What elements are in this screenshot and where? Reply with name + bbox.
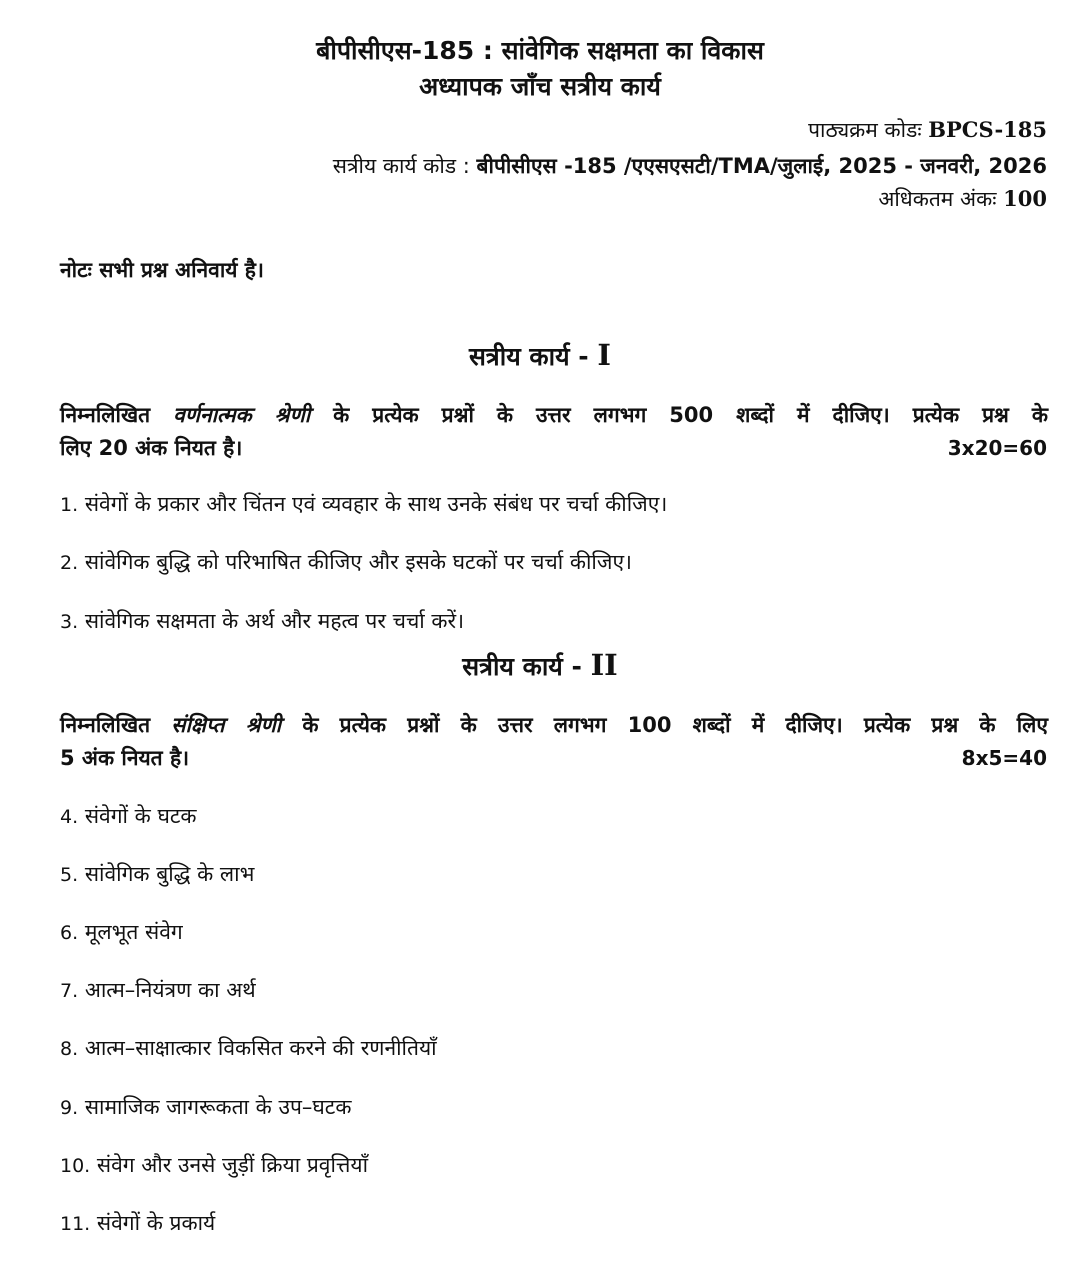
course-code-label: पाठ्यक्रम कोडः xyxy=(808,118,922,142)
section-1-instruction-line2: लिए 20 अंक नियत है। xyxy=(60,436,243,460)
section-2-instruction-post: के प्रत्येक प्रश्नों के उत्तर लगभग 100 शब्दों में दीजिए। प्रत्येक प्रश्न के लिए xyxy=(302,713,1049,737)
question-number: 6. xyxy=(60,922,79,944)
question-number: 10. xyxy=(60,1155,91,1177)
question-text: आत्म–नियंत्रण का अर्थ xyxy=(84,978,256,1002)
assignment-code: बीपीसीएस -185 /एएसएसटी/TMA/जुलाई, 2025 - जनवरी, 2026 xyxy=(476,154,1047,178)
question-text: सांवेगिक बुद्धि को परिभाषित कीजिए और इसके घटकों पर चर्चा कीजिए। xyxy=(84,550,633,574)
max-marks: 100 xyxy=(1003,186,1047,211)
question-6 xyxy=(60,918,183,946)
question-10 xyxy=(60,1151,368,1179)
question-text: संवेगों के प्रकार्य xyxy=(96,1211,216,1235)
question-3 xyxy=(60,607,464,635)
question-9 xyxy=(60,1093,352,1121)
question-number: 1. xyxy=(60,494,79,516)
question-2 xyxy=(60,548,632,576)
course-code: BPCS-185 xyxy=(928,117,1047,142)
section-2-instruction-emphasis: संक्षिप्त श्रेणी xyxy=(171,713,282,737)
max-marks-line xyxy=(878,185,1047,213)
note: नोटः सभी प्रश्न अनिवार्य है। xyxy=(60,258,264,282)
assignment-code-line xyxy=(333,152,1047,180)
question-text: आत्म–साक्षात्कार विकसित करने की रणनीतियाँ xyxy=(84,1036,437,1060)
question-number: 4. xyxy=(60,806,79,828)
question-number: 7. xyxy=(60,980,79,1002)
question-text: सामाजिक जागरूकता के उप–घटक xyxy=(84,1095,352,1119)
section-2-marks: 8x5=40 xyxy=(961,746,1047,770)
question-text: संवेगों के प्रकार और चिंतन एवं व्यवहार के साथ उनके संबंध पर चर्चा कीजिए। xyxy=(84,492,668,516)
section-2-instruction-line2: 5 अंक नियत है। xyxy=(60,746,190,770)
section-1-heading xyxy=(0,338,1080,373)
question-text: सांवेगिक बुद्धि के लाभ xyxy=(84,862,255,886)
section-1-instruction-pre: निम्नलिखित xyxy=(60,403,151,427)
question-text: संवेगों के घटक xyxy=(84,804,197,828)
section-1-heading-text: सत्रीय कार्य - xyxy=(469,342,589,371)
document-subtitle: अध्यापक जाँच सत्रीय कार्य xyxy=(419,72,661,101)
question-number: 5. xyxy=(60,864,79,886)
question-number: 11. xyxy=(60,1213,91,1235)
question-number: 8. xyxy=(60,1038,79,1060)
question-text: सांवेगिक सक्षमता के अर्थ और महत्व पर चर्चा करें। xyxy=(84,609,465,633)
max-marks-label: अधिकतम अंकः xyxy=(878,187,997,211)
section-2-heading-text: सत्रीय कार्य - xyxy=(462,652,582,681)
section-1-instruction-post: के प्रत्येक प्रश्नों के उत्तर लगभग 500 शब्दों में दीजिए। प्रत्येक प्रश्न के xyxy=(333,403,1049,427)
question-11 xyxy=(60,1209,215,1237)
question-number: 9. xyxy=(60,1097,79,1119)
question-text: मूलभूत संवेग xyxy=(84,920,183,944)
section-2-roman: II xyxy=(590,648,618,682)
section-1-marks: 3x20=60 xyxy=(947,436,1047,460)
course-code-line xyxy=(808,116,1047,144)
section-1-instruction xyxy=(60,398,1048,432)
question-number: 3. xyxy=(60,611,79,633)
question-4 xyxy=(60,802,197,830)
assignment-code-label: सत्रीय कार्य कोड : xyxy=(332,154,470,178)
section-2-instruction-pre: निम्नलिखित xyxy=(60,713,151,737)
question-text: संवेग और उनसे जुड़ीं क्रिया प्रवृत्तियाँ xyxy=(96,1153,369,1177)
question-8 xyxy=(60,1034,437,1062)
question-7 xyxy=(60,976,256,1004)
section-1-instruction-emphasis: वर्णनात्मक श्रेणी xyxy=(173,403,311,427)
section-2-instruction xyxy=(60,708,1048,742)
section-2-heading xyxy=(0,648,1080,683)
question-5 xyxy=(60,860,254,888)
question-number: 2. xyxy=(60,552,79,574)
section-1-roman: I xyxy=(597,338,611,372)
question-1 xyxy=(60,490,667,518)
document-title: बीपीसीएस-185 : सांवेगिक सक्षमता का विकास xyxy=(316,36,764,65)
